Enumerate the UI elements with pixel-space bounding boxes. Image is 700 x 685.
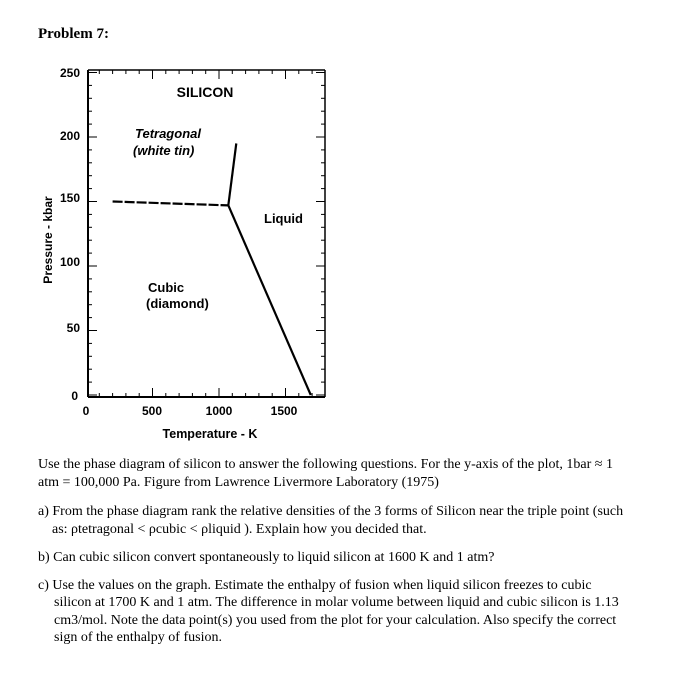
region-label-diamond: (diamond) [146,296,209,311]
question-a: a) From the phase diagram rank the relative densities of the 3 forms of Silicon near the triple point (such as: ρtetragonal < ρcubic < ρliquid ). Explain how you decided that. [38,504,624,537]
tetragonal-liquid-boundary [228,143,236,205]
y-tick-0: 0 [71,389,78,403]
y-axis-label: Pressure - kbar [41,196,55,284]
problem-title: Problem 7: [38,26,109,42]
tetragonal-cubic-boundary [113,202,229,206]
region-label-liquid: Liquid [264,211,303,226]
region-label-white-tin: (white tin) [133,143,195,158]
y-tick-250: 250 [59,66,80,80]
cubic-liquid-boundary [228,205,310,395]
y-tick-150: 150 [59,191,80,205]
y-tick-200: 200 [59,129,80,143]
region-label-tetragonal: Tetragonal [135,126,201,141]
phase-boundaries [113,143,311,395]
x-tick-500: 500 [141,404,163,418]
x-tick-1000: 1000 [205,404,233,418]
x-tick-1500: 1500 [270,404,298,418]
y-tick-50: 50 [66,321,80,335]
x-axis-label: Temperature - K [162,427,258,441]
question-c: c) Use the values on the graph. Estimate the enthalpy of fusion when liquid silicon freezes to cubic silicon at 1700 K and 1 atm. The difference in molar volume between liquid and cubic silicon is 1.13 cm3/mol. Note the data point(s) you used from the plot for your calculation. Also specify the correct sign of the enthalpy of fusion. [38,577,619,645]
question-b: b) Can cubic silicon convert spontaneously to liquid silicon at 1600 K and 1 atm? [38,550,495,565]
x-tick-0: 0 [82,404,90,418]
y-tick-100: 100 [59,255,80,269]
question-text [38,456,628,647]
chart-title: SILICON [176,84,234,100]
intro-paragraph: Use the phase diagram of silicon to answer the following questions. For the y-axis of the plot, 1bar ≈ 1 atm = 100,000 Pa. Figure from Lawrence Livermore Laboratory (1975) [38,457,613,490]
region-label-cubic: Cubic [148,280,185,295]
